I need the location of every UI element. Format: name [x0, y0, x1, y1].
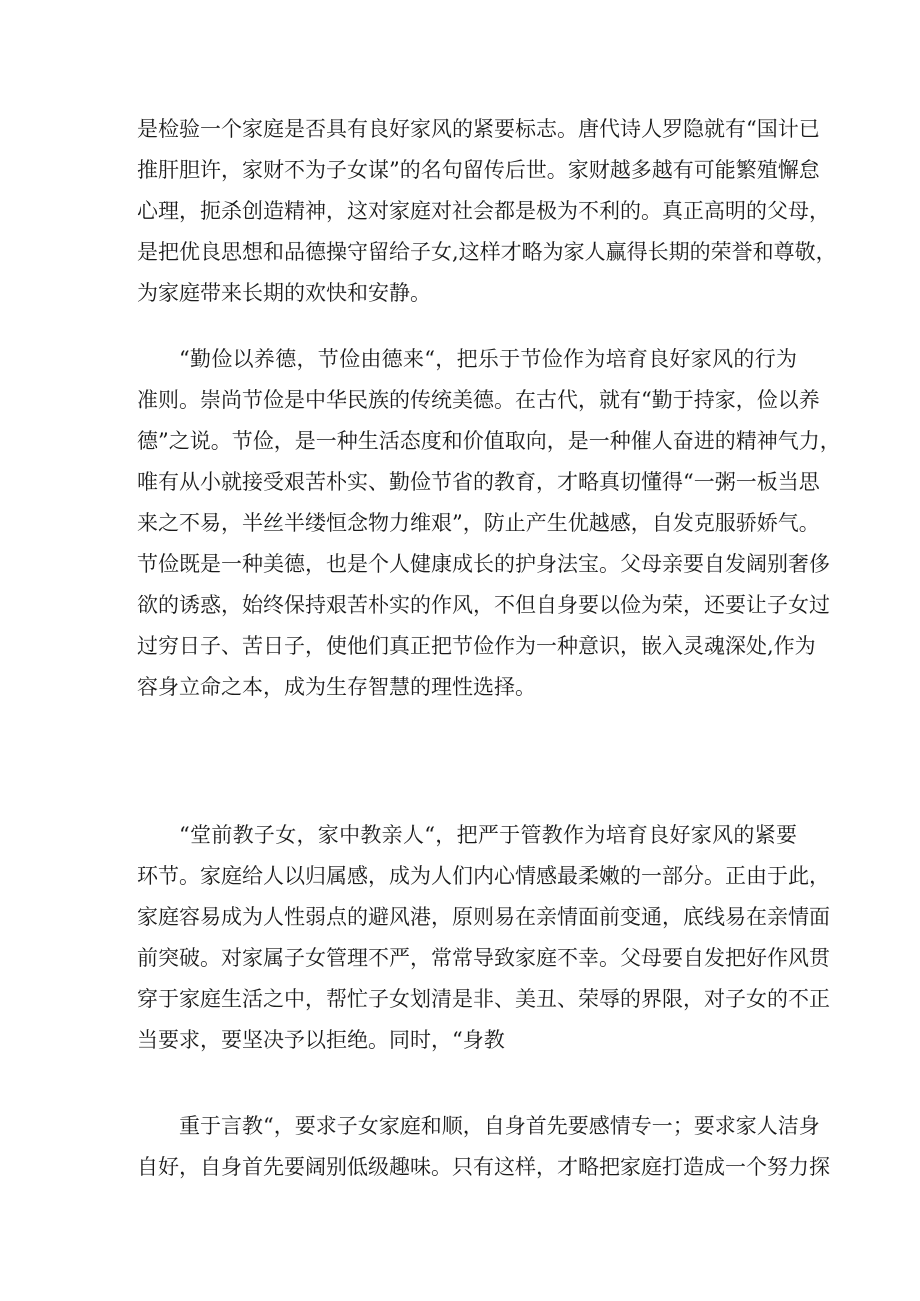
text-line: “勤俭以养德，节俭由德来“，把乐于节俭作为培育良好家风的行为: [179, 347, 797, 371]
text-line: 穿于家庭生活之中，帮忙子女划清是非、美丑、荣辱的界限，对子女的不正: [137, 987, 830, 1011]
text-line: 容身立命之本，成为生存智慧的理性选择。: [137, 675, 536, 699]
text-line: 唯有从小就接受艰苦朴实、勤俭节省的教育，才略真切懂得“一粥一板当思: [137, 470, 820, 494]
paragraph-1: [137, 109, 837, 314]
text-line: 是检验一个家庭是否具有良好家风的紧要标志。唐代诗人罗隐就有“国计已: [137, 117, 820, 141]
text-line: 是把优良思想和品德操守留给子女,这样才略为家人赢得长期的荣誉和尊敬，: [137, 240, 837, 264]
paragraph-3: [137, 815, 830, 1061]
text-line: 前突破。对家属子女管理不严，常常导致家庭不幸。父母要自发把好作风贯: [137, 946, 830, 970]
text-line: 来之不易，半丝半缕恒念物力维艰”，防止产生优越感，自发克服骄娇气。: [137, 511, 820, 535]
paragraph-4: [137, 1106, 830, 1188]
text-line: 当要求，要坚决予以拒绝。同时，“身教: [137, 1028, 505, 1052]
text-line: 为家庭带来长期的欢快和安静。: [137, 281, 431, 305]
text-line: 环节。家庭给人以归属感，成为人们内心情感最柔嫩的一部分。正由于此，: [137, 864, 830, 888]
text-line: 心理，扼杀创造精神，这对家庭对社会都是极为不利的。真正高明的父母，: [137, 199, 830, 223]
text-line: 德”之说。节俭，是一种生活态度和价值取向，是一种催人奋进的精神气力，: [137, 429, 841, 453]
text-line: 推肝胆许，家财不为子女谋”的名句留传后世。家财越多越有可能繁殖懈怠: [137, 158, 820, 182]
text-line: 欲的诱惑，始终保持艰苦朴实的作风，不但自身要以俭为荣，还要让子女过: [137, 593, 830, 617]
text-line: 节俭既是一种美德，也是个人健康成长的护身法宝。父母亲要自发阔别奢侈: [137, 552, 830, 576]
paragraph-2: [137, 339, 841, 708]
text-line: 自好，自身首先要阔别低级趣味。只有这样，才略把家庭打造成一个努力探: [137, 1155, 830, 1179]
text-line: 过穷日子、苦日子，使他们真正把节俭作为一种意识，嵌入灵魂深处,作为: [137, 634, 816, 658]
text-line: 重于言教“，要求子女家庭和顺，自身首先要感情专一；要求家人洁身: [179, 1114, 820, 1138]
text-line: “堂前教子女，家中教亲人“，把严于管教作为培育良好家风的紧要: [179, 823, 797, 847]
text-line: 家庭容易成为人性弱点的避风港，原则易在亲情面前变通，底线易在亲情面: [137, 905, 830, 929]
text-line: 准则。崇尚节俭是中华民族的传统美德。在古代，就有“勤于持家，俭以养: [137, 388, 820, 412]
